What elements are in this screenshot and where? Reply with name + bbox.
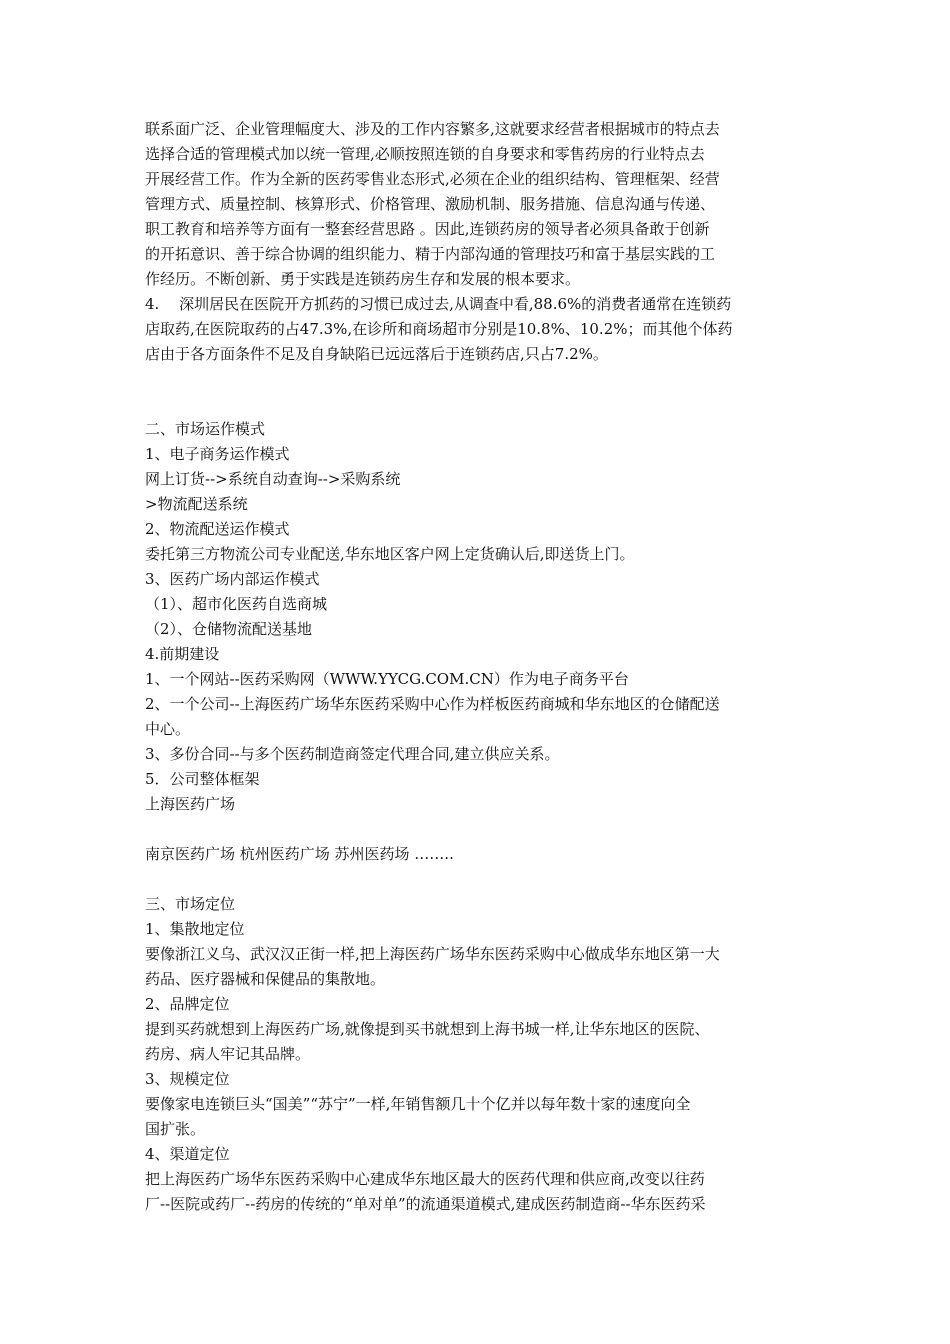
- subheading: 3、规模定位: [145, 1070, 230, 1088]
- paragraph-line: 网上订货-->系统自动查询-->采购系统: [145, 470, 401, 488]
- paragraph-line: 要像家电连锁巨头“国美”“苏宁”一样,年销售额几十个亿并以每年数十家的速度向全: [145, 1095, 691, 1113]
- framework-root: 上海医药广场: [145, 795, 236, 813]
- paragraph-line: 药房、病人牢记其品牌。: [145, 1045, 311, 1063]
- subheading: 5．公司整体框架: [145, 770, 260, 788]
- subheading: 1、电子商务运作模式: [145, 445, 290, 463]
- subheading: 2、品牌定位: [145, 995, 230, 1013]
- paragraph-line: 职工教育和培养等方面有一整套经营思路 。因此,连锁药房的领导者必须具备敢于创新: [145, 220, 710, 238]
- section-heading: 二、市场运作模式: [145, 420, 266, 438]
- paragraph-line: 要像浙江义乌、武汉汉正街一样,把上海医药广场华东医药采购中心做成华东地区第一大: [145, 945, 720, 963]
- list-item: （1）、超市化医药自选商城: [145, 595, 328, 613]
- paragraph-line: 4. 深圳居民在医院开方抓药的习惯已成过去,从调查中看,88.6%的消费者通常在连锁药: [145, 295, 732, 313]
- paragraph-line: 提到买药就想到上海医药广场,就像提到买书就想到上海书城一样,让华东地区的医院、: [145, 1020, 710, 1038]
- section-heading: 三、市场定位: [145, 895, 236, 913]
- paragraph-line: 委托第三方物流公司专业配送,华东地区客户网上定货确认后,即送货上门。: [145, 545, 635, 563]
- paragraph-line: 厂--医院或药厂--药房的传统的“单对单”的流通渠道模式,建成医药制造商--华东医药采: [145, 1195, 706, 1213]
- list-item: （2）、仓储物流配送基地: [145, 620, 313, 638]
- subheading: 1、集散地定位: [145, 920, 245, 938]
- paragraph-line: 店取药,在医院取药的占47.3%,在诊所和商场超市分别是10.8%、10.2%；而其他个体药: [145, 320, 733, 338]
- list-item: 2、一个公司--上海医药广场华东医药采购中心作为样板医药商城和华东地区的仓储配送: [145, 695, 720, 713]
- framework-branches: 南京医药广场 杭州医药广场 苏州医药场 ……..: [145, 845, 454, 863]
- list-item: 1、一个网站--医药采购网（WWW.YYCG.COM.CN）作为电子商务平台: [145, 670, 629, 688]
- paragraph-line: 把上海医药广场华东医药采购中心建成华东地区最大的医药代理和供应商,改变以往药: [145, 1170, 705, 1188]
- paragraph-line: >物流配送系统: [145, 495, 248, 513]
- paragraph-line: 联系面广泛、企业管理幅度大、涉及的工作内容繁多,这就要求经营者根据城市的特点去: [145, 120, 720, 138]
- paragraph-line: 药品、医疗器械和保健品的集散地。: [145, 970, 386, 988]
- paragraph-line: 开展经营工作。作为全新的医药零售业态形式,必须在企业的组织结构、管理框架、经营: [145, 170, 720, 188]
- paragraph-line: 选择合适的管理模式加以统一管理,必顺按照连锁的自身要求和零售药房的行业特点去: [145, 145, 705, 163]
- subheading: 2、物流配送运作模式: [145, 520, 290, 538]
- paragraph-line: 管理方式、质量控制、核算形式、价格管理、激励机制、服务措施、信息沟通与传递、: [145, 195, 716, 213]
- paragraph-line: 的开拓意识、善于综合协调的组织能力、精于内部沟通的管理技巧和富于基层实践的工: [145, 245, 716, 263]
- list-item: 中心。: [145, 720, 191, 738]
- paragraph-line: 作经历。不断创新、勇于实践是连锁药房生存和发展的根本要求。: [145, 270, 581, 288]
- paragraph-line: 店由于各方面条件不足及自身缺陷已远远落后于连锁药店,只占7.2%。: [145, 345, 608, 363]
- list-item: 3、多份合同--与多个医药制造商签定代理合同,建立供应关系。: [145, 745, 560, 763]
- subheading: 4、渠道定位: [145, 1145, 230, 1163]
- subheading: 4.前期建设: [145, 645, 220, 663]
- paragraph-line: 国扩张。: [145, 1120, 206, 1138]
- subheading: 3、医药广场内部运作模式: [145, 570, 320, 588]
